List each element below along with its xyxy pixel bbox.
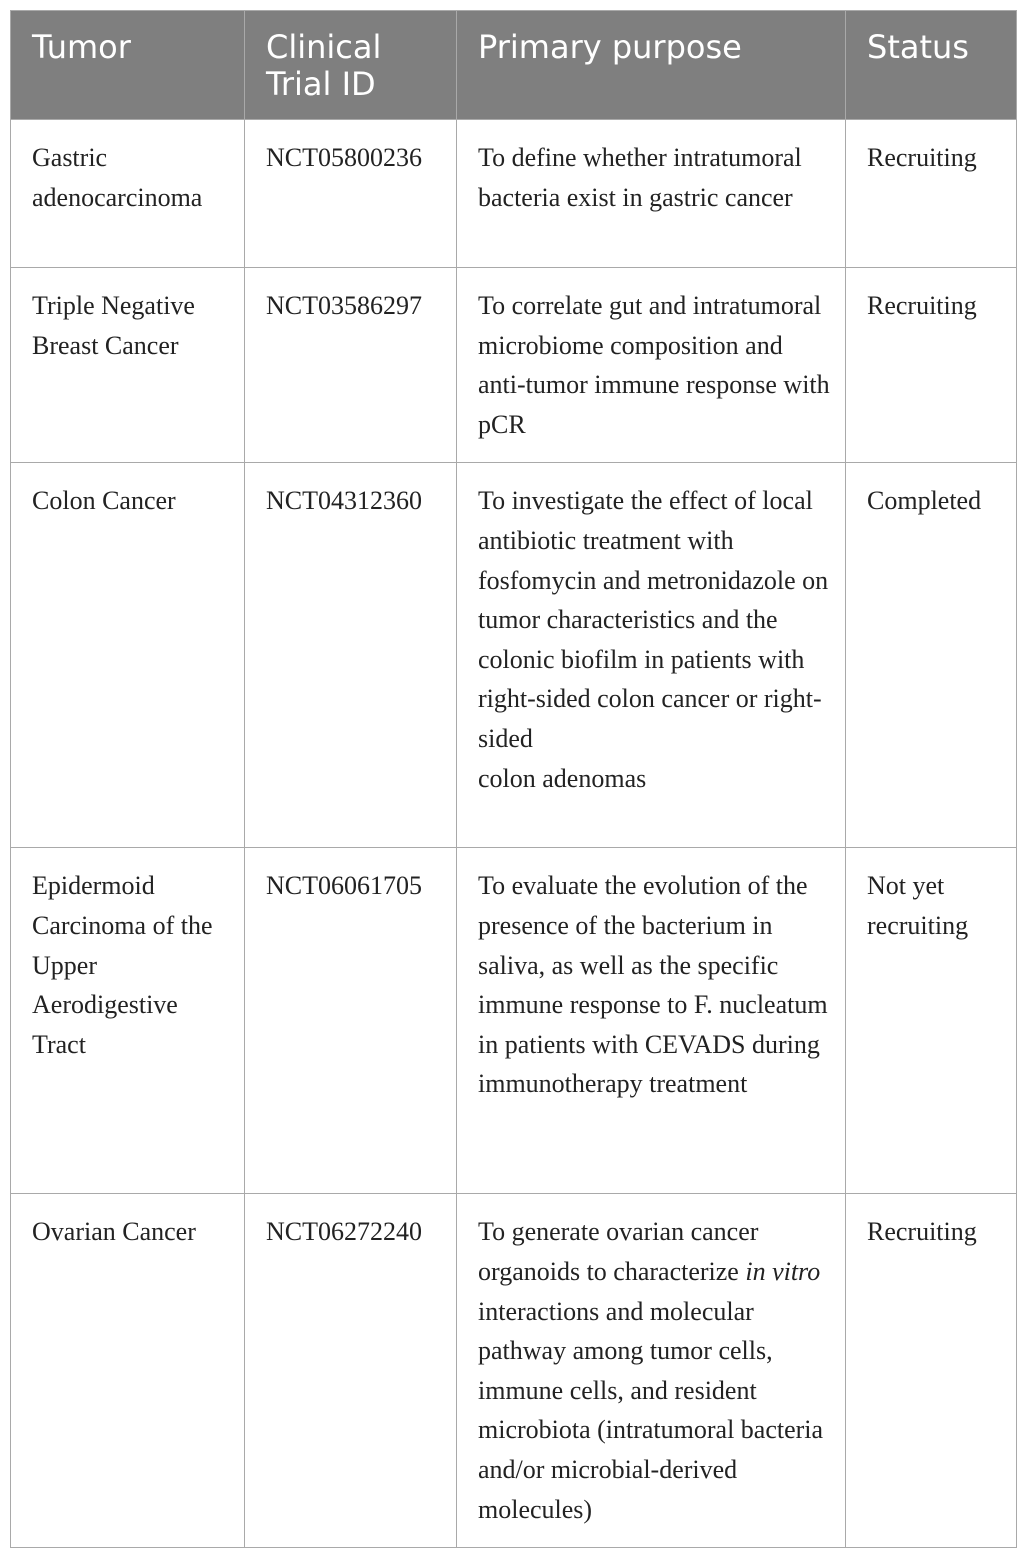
header-primary-purpose: Primary purpose — [457, 11, 846, 120]
cell-status: Not yet recruiting — [846, 848, 1017, 1194]
table-row — [11, 268, 1017, 463]
clinical-trials-table — [10, 10, 1017, 1548]
header-clinical-trial-id: Clinical Trial ID — [245, 11, 457, 120]
cell-tumor: Gastric adenocarcinoma — [11, 120, 245, 268]
cell-status: Recruiting — [846, 1194, 1017, 1548]
cell-purpose — [457, 848, 846, 1194]
purpose-text: To generate ovarian cancer organoids to characterize — [478, 1217, 759, 1286]
table-row — [11, 848, 1017, 1194]
cell-purpose: To define whether intratumoral bacteria exist in gastric cancer — [457, 120, 846, 268]
cell-purpose: To correlate gut and intratumoral microbiome composition and anti-tumor immune response with pCR — [457, 268, 846, 463]
purpose-text-continued: colon adenomas — [478, 763, 647, 793]
purpose-italic-text: in vitro — [745, 1256, 821, 1286]
purpose-text: To investigate the effect of local antibiotic treatment with fosfomycin and metronidazole on tumor characteristics and the colonic biofilm in patients with right-sided colon cancer or right-sided — [478, 486, 829, 753]
header-status: Status — [846, 11, 1017, 120]
cell-purpose — [457, 1194, 846, 1548]
table-row — [11, 120, 1017, 268]
cell-trial-id: NCT06061705 — [245, 848, 457, 1194]
purpose-text-continued: immunotherapy treatment — [478, 1069, 748, 1099]
cell-trial-id: NCT04312360 — [245, 463, 457, 848]
cell-trial-id: NCT05800236 — [245, 120, 457, 268]
cell-status: Completed — [846, 463, 1017, 848]
cell-tumor: Ovarian Cancer — [11, 1194, 245, 1548]
table-row — [11, 463, 1017, 848]
cell-tumor: Colon Cancer — [11, 463, 245, 848]
header-row — [11, 11, 1017, 120]
table-body — [11, 120, 1017, 1548]
clinical-trials-table-container — [10, 10, 1016, 1548]
table-header — [11, 11, 1017, 120]
header-tumor: Tumor — [11, 11, 245, 120]
cell-tumor: Triple Negative Breast Cancer — [11, 268, 245, 463]
table-row — [11, 1194, 1017, 1548]
cell-tumor: Epidermoid Carcinoma of the Upper Aerodigestive Tract — [11, 848, 245, 1194]
purpose-text: To evaluate the evolution of the presence of the bacterium in saliva, as well as the specific immune response to F. nucleatum in patients with CEVADS during — [478, 871, 828, 1059]
cell-status: Recruiting — [846, 268, 1017, 463]
purpose-text-continued: interactions and molecular pathway among tumor cells, immune cells, and resident microbiota (intratumoral bacteria and/or microbial-derived molecules) — [478, 1296, 824, 1524]
cell-trial-id: NCT03586297 — [245, 268, 457, 463]
cell-status: Recruiting — [846, 120, 1017, 268]
cell-purpose — [457, 463, 846, 848]
cell-trial-id: NCT06272240 — [245, 1194, 457, 1548]
